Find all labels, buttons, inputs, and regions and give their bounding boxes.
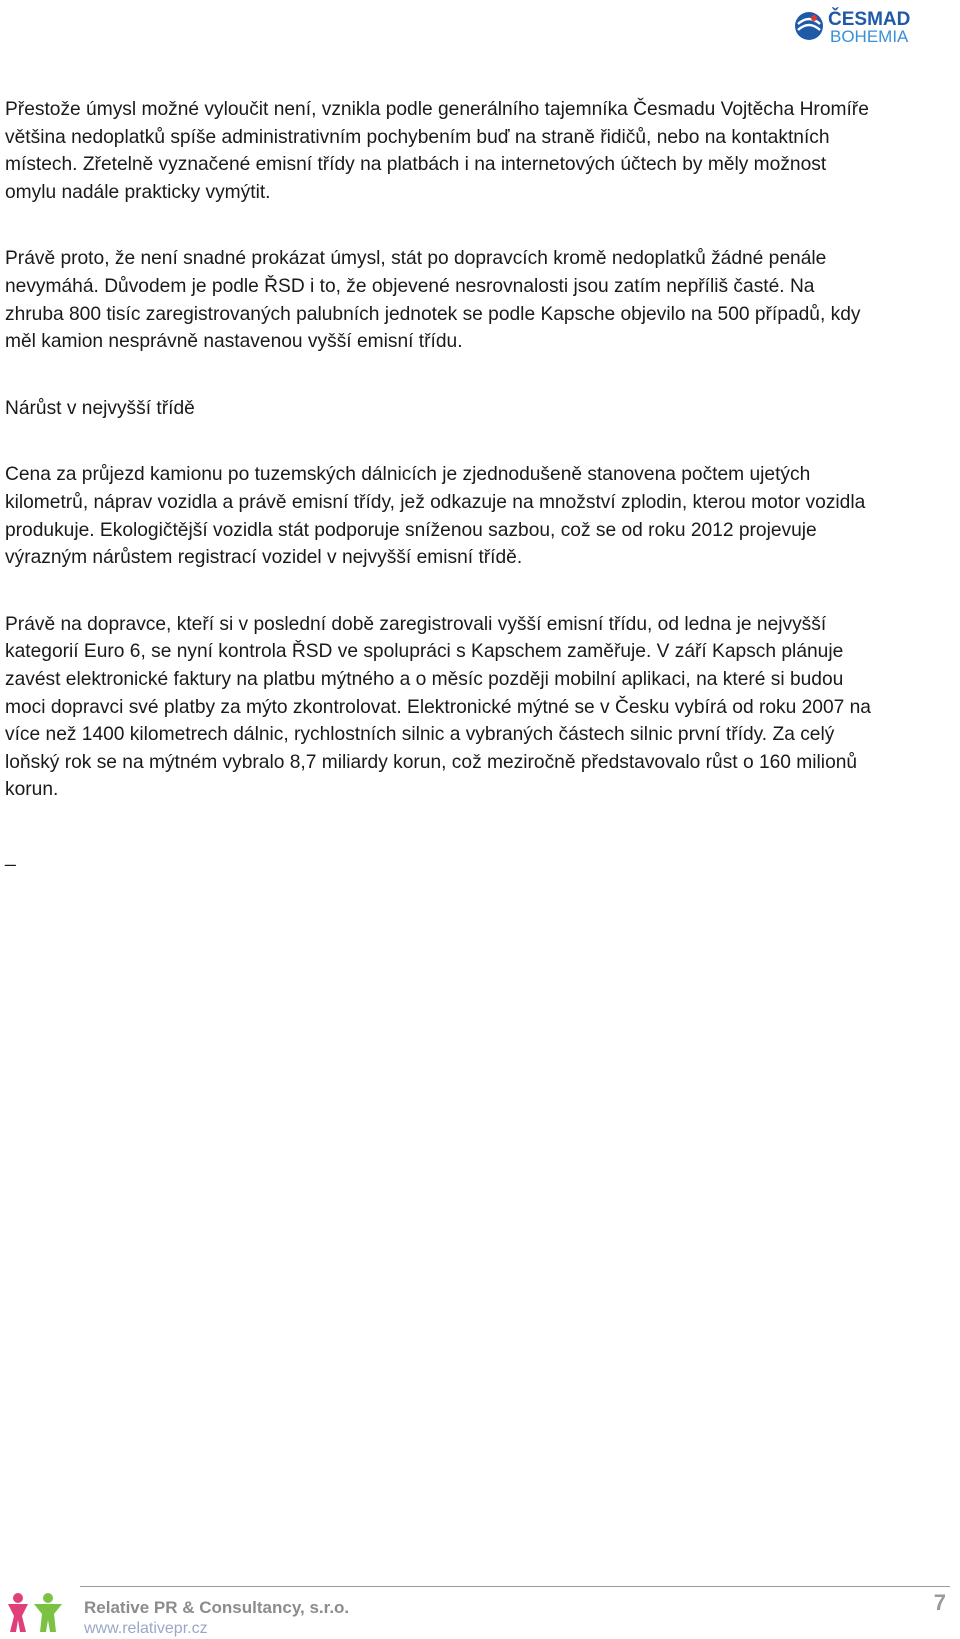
paragraph-2: Právě proto, že není snadné prokázat úmysl, stát po dopravcích kromě nedoplatků žádné penále nevymáhá. Důvodem je podle ŘSD i to, že objevené nesrovnalosti jsou zatím nepříliš časté. Na zhruba 800 tisíc zaregistrovaných palubních jednotek se podle Kapsche objevilo na 500 případů, kdy měl kamion nesprávně nastavenou vyšší emisní třídu.: [5, 248, 861, 353]
cesmad-logo-graphic: [792, 6, 952, 46]
paragraph-4: Právě na dopravce, kteří si v poslední době zaregistrovali vyšší emisní třídu, od ledna je nejvyšší kategorií Euro 6, se nyní kontrola ŘSD ve spolupráci s Kapschem zaměřuje. V září Kapsch plánuje zavést elektronické faktury na platbu mýtného a o měsíc později mobilní aplikaci, na které si budou moci dopravci své platby za mýto zkontrolovat. Elektronické mýtné se v Česku vybírá od roku 2007 na více než 1400 kilometrech dálnic, rychlostních silnic a vybraných částech silnic první třídy. Za celý loňský rok se na mýtném vybralo 8,7 miliardy korun, což meziročně představovalo růst o 160 milionů korun.: [5, 613, 871, 801]
logo-text-cesmad: ČESMAD: [828, 9, 911, 30]
paragraph-3: Cena za průjezd kamionu po tuzemských dálnicích je zjednodušeně stanovena počtem ujetých kilometrů, náprav vozidla a právě emisní třídy, jež odkazuje na množství zplodin, kterou motor vozidla produkuje. Ekologičtější vozidla stát podporuje sníženou sazbou, což se od roku 2012 projevuje výrazným nárůstem registrací vozidel v nejvyšší emisní třídě.: [5, 464, 866, 569]
article-body: [5, 96, 955, 870]
relativepr-logo: [4, 1590, 70, 1634]
cesmad-bohemia-logo: [792, 6, 952, 46]
footer-divider: [80, 1586, 950, 1587]
logo-text-bohemia: BOHEMIA: [830, 27, 909, 46]
footer-company-name: Relative PR & Consultancy, s.r.o.: [84, 1598, 350, 1617]
page-number: 7: [933, 1590, 946, 1615]
paragraph-1: Přestože úmysl možné vyloučit není, vznikla podle generálního tajemníka Česmadu Vojtěcha Hromíře většina nedoplatků spíše administrativním pochybením buď na straně řidičů, nebo na kontaktních místech. Zřetelně vyznačené emisní třídy na platbách i na internetových účtech by měly možnost omylu nadále prakticky vymýtit.: [5, 99, 869, 203]
end-dash: _: [5, 845, 16, 867]
page-footer: [0, 1582, 960, 1638]
footer-website-link[interactable]: www.relativepr.cz: [84, 1620, 208, 1637]
people-figures-icon: [4, 1590, 70, 1634]
section-heading: Nárůst v nejvyšší třídě: [5, 397, 195, 419]
